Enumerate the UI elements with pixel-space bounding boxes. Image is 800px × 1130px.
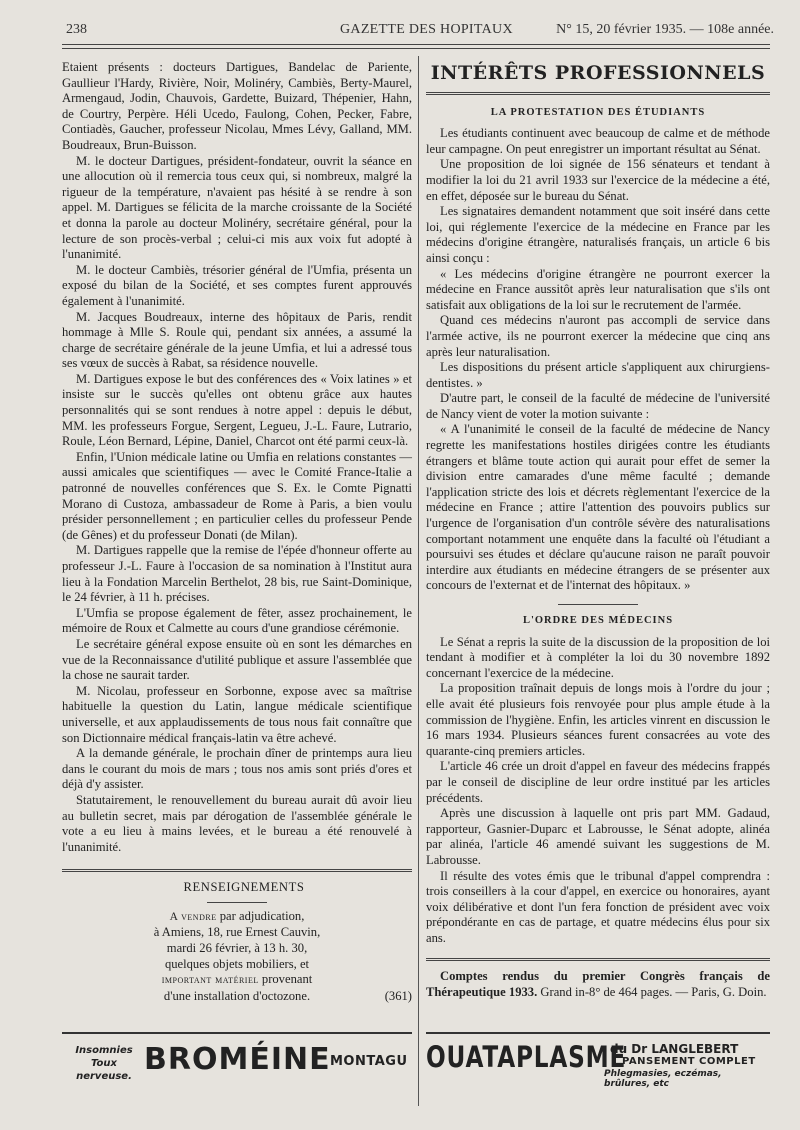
left-column	[62, 60, 412, 1004]
section-rule	[62, 869, 412, 872]
journal-name: GAZETTE DES HOPITAUX	[340, 22, 513, 37]
paragraph: Une proposition de loi signée de 156 sénateurs et tendant à modifier la loi du 21 avril 1933 sur l'exercice de la médecine a été, en effet, déposée sur le bureau du Sénat.	[426, 157, 770, 203]
paragraph: M. Nicolau, professeur en Sorbonne, expose avec sa maîtrise habituelle la question du Latin, langue médicale scientifique universelle, et aux applaudissements de tous nous fait connaître que son Dictionnaire médical français-latin va être achevé.	[62, 683, 412, 745]
ad-rule	[62, 1032, 412, 1034]
ad-product-name: OUATAPLASME	[426, 1040, 627, 1074]
paragraph: D'autre part, le conseil de la faculté de médecine de l'université de Nancy vient de voter la motion suivante :	[426, 391, 770, 421]
ad-tagline	[68, 1044, 140, 1083]
header-rule-2	[62, 48, 770, 49]
subsection-title: L'ORDRE DES MÉDECINS	[522, 615, 674, 626]
paragraph: Le Sénat a repris la suite de la discussion de la proposition de loi tendant à modifier et à compléter la loi du 30 novembre 1892 concernant l'exercice de la médecine.	[426, 634, 770, 680]
paragraph: M. Dartigues expose le but des conférences des « Voix latines » et insiste sur le succès qu'elles ont obtenu grâce aux hautes personnalités qui se sont rendues à notre appel : depuis le début, MM. les professeurs Forgue, Sergent, Legueu, J.-L. Faure, Lutrario, Roule, Léon Bernard, Lépine, Daniel, Charcot ont été parmi ceux-là.	[62, 371, 412, 449]
ad-line: à Amiens, 18, rue Ernest Cauvin,	[153, 925, 321, 940]
book-title: Comptes rendus du premier Congrès français de Thérapeutique 1933.	[426, 969, 770, 1000]
short-rule	[207, 902, 267, 903]
issue-info: N° 15, 20 février 1935. — 108e année.	[556, 22, 774, 37]
ad-bromeine	[62, 1040, 412, 1084]
ad-reference: (361)	[384, 988, 412, 1003]
paragraph: Il résulte des votes émis que le tribunal d'appel comprendra : trois conseillers à la cour d'appel, en exercice ou honoraires, ayant voix délibérative et dont l'un fera fonction de président avec voix prépondérante en cas de partage, et quatre médecins élus pour six ans.	[426, 868, 770, 945]
section-rule	[426, 958, 770, 961]
renseignements-title: RENSEIGNEMENTS	[183, 880, 305, 895]
ad-line: quelques objets mobiliers, et	[164, 956, 310, 971]
ad-line: d'une installation d'octozone.	[163, 988, 311, 1003]
subsection-title: LA PROTESTATION DES ÉTUDIANTS	[490, 106, 706, 118]
header-rule	[62, 44, 770, 45]
ad-indications: Phlegmasies, eczémas, brûlures, etc	[604, 1069, 722, 1089]
book-notice	[426, 969, 770, 1000]
column-divider	[418, 56, 419, 1106]
ad-tagline-2: Toux nerveuse.	[76, 1058, 132, 1082]
ad-line: par adjudication,	[219, 908, 305, 923]
title-rule	[426, 92, 770, 95]
paragraph: Enfin, l'Union médicale latine ou Umfia en relations constantes — aussi amicales que scientifiques — avec le Comité France-Italie a patronné de nouvelles conférences que S. Ex. le Comte Pignatti Morano di Custoza, ambassadeur de Rome à Paris, a bien voulu présider personnellement ; en particulier celles du professeur Pende (de Gênes) et du professeur Donati (de Milan).	[62, 449, 412, 542]
paragraph: Les dispositions du présent article s'appliquent aux chirurgiens-dentistes. »	[426, 360, 770, 390]
ad-line: mardi 26 février, à 13 h. 30,	[166, 941, 308, 956]
paragraph: Etaient présents : docteurs Dartigues, Bandelac de Pariente, Gaullieur l'Hardy, Rivière, Noir, Molinéry, Cambiès, Berty-Maurel, Armengaud, Jodin, Chauvois, Gardette, Buizard, Thépenier, Hahn, de Courtry, Perpère. Héli Ucedo, Faulong, Cohen, Pecker, Fabre, Contiadès, Gaucher, professeur Nicolau, Mmes Lévy, Galland, MM. Boudreaux, Brun-Buisson.	[62, 60, 412, 152]
ad-lead: A vendre	[169, 910, 217, 923]
paragraph: « Les médecins d'origine étrangère ne pourront exercer la médecine en France aussitôt après leur naturalisation que s'ils ont satisfait aux obligations de la loi sur le recrutement de l'armée.	[426, 266, 770, 312]
paragraph: « A l'unanimité le conseil de la faculté de médecine de Nancy regrette les manifestations hostiles dirigées contre les étudiants étrangers et blâme toute action qui aurait pour effet de semer la division entre camarades d'une même faculté ; demande l'application stricte des lois et décrets règlementant l'exercice de la médecine en France ; attire l'attention des pouvoirs publics sur l'urgence de l'organisation d'un contrôle sévère des naturalisations comportant notamment une enquête dans la faculté où l'étudiant a poursuivi ses études et déclare qu'aucune raison ne paraît pouvoir interdire aux étudiants en médecine étrangers de se présenter aux concours de l'externat et de l'internat des hôpitaux. »	[426, 422, 770, 593]
paragraph: M. le docteur Dartigues, président-fondateur, ouvrit la séance en une allocution où il remercia tous ceux qui, si nombreux, malgré la rigueur de la température, n'avaient pas hésité à se rendre à son appel. M. Dartigues se félicita de la marche croissante de la Société et donna la parole au docteur Molinéry, secrétaire général, pour la lecture de son procès-verbal ; celui-ci mis aux voix fut adopté à l'unanimité.	[62, 153, 412, 262]
page-number: 238	[66, 22, 87, 37]
ad-product-name: BROMÉINE	[144, 1042, 331, 1077]
book-details: Grand in-8° de 464 pages. — Paris, G. Doin.	[540, 985, 767, 1000]
paragraph: Quand ces médecins n'auront pas accompli de service dans l'armée active, ils ne pourront exercer la médecine que cinq ans après leur naturalisation.	[426, 313, 770, 359]
right-column	[426, 60, 770, 1001]
paragraph: Après une discussion à laquelle ont pris part MM. Gadaud, rapporteur, Gasnier-Duparc et Labrousse, le Sénat adopte, alinéa par alinéa, l'article 46 amendé suivant les suggestions de M. Labrousse.	[426, 806, 770, 867]
paragraph: Le secrétaire général expose ensuite où en sont les démarches en vue de la Reconnaissance d'utilité publique et assure l'assemblée que la chose ne saurait tarder.	[62, 636, 412, 683]
ad-ouataplasme	[426, 1040, 770, 1089]
paragraph: L'article 46 crée un droit d'appel en faveur des médecins frappés par le conseil de discipline de leur ordre institué par les articles précédents.	[426, 759, 770, 805]
paragraph: Les signataires demandent notamment que soit inséré dans cette loi, qui réglemente l'exercice de la médecine en France par les médecins d'origine étrangère, naturalisés français, un article 6 bis ainsi conçu :	[426, 204, 770, 265]
paragraph: A la demande générale, le prochain dîner de printemps aura lieu dans le courant du mois de mars ; tous nos amis sont priés d'ores et déjà d'y assister.	[62, 746, 412, 792]
paragraph: Les étudiants continuent avec beaucoup de calme et de méthode leur campagne. On peut enregistrer un important résultat au Sénat.	[426, 126, 770, 156]
short-rule	[558, 604, 638, 605]
ad-line: provenant	[261, 972, 313, 987]
ad-maker: du Dr LANGLEBERT	[610, 1042, 739, 1056]
paragraph: M. Dartigues rappelle que la remise de l'épée d'honneur offerte au professeur J.-L. Faure à l'occasion de sa nomination à l'Institut aura lieu à la Fondation Marcelin Berthelot, 28 bis, rue Saint-Dominique, le 24 février, à 11 h. précises.	[62, 543, 412, 605]
section-title: INTÉRÊTS PROFESSIONNELS	[430, 62, 766, 84]
ad-emphasis: important matériel	[161, 974, 259, 987]
paragraph: La proposition traînait depuis de longs mois à l'ordre du jour ; elle avait été plusieurs fois renvoyée pour plus ample étude à la commission de l'hygiène. Enfin, les articles vinrent en discussion le 16 mars 1934. Plusieurs séances furent consacrées au vote des quarante-cinq premiers articles.	[426, 681, 770, 758]
ad-tagline-1: Insomnies	[75, 1045, 133, 1056]
classified-ad	[62, 909, 412, 1005]
paragraph: L'Umfia se propose également de fêter, assez prochainement, le mémoire de Roux et Calmette au cours d'une grandiose cérémonie.	[62, 605, 412, 636]
ad-description: PANSEMENT COMPLET	[622, 1056, 756, 1067]
ad-rule	[426, 1032, 770, 1034]
paragraph: M. Jacques Boudreaux, interne des hôpitaux de Paris, rendit hommage à Mlle S. Roule qui, pendant six années, a assumé la charge de secrétaire générale de la jeune Umfia, et lui a adressé tous ses vœux de succès à Rabat, sa résidence nouvelle.	[62, 309, 412, 371]
ad-brand: MONTAGU	[330, 1054, 408, 1069]
paragraph: Statutairement, le renouvellement du bureau aurait dû avoir lieu au bulletin secret, mais par dérogation de l'assemblée générale le vote a eu lieu à mains levées, et le bureau a été renouvelé à l'unanimité.	[62, 792, 412, 854]
paragraph: M. le docteur Cambiès, trésorier général de l'Umfia, présenta un exposé du bilan de la Société, et ses comptes furent approuvés également à l'unanimité.	[62, 262, 412, 308]
page-header	[62, 18, 774, 40]
